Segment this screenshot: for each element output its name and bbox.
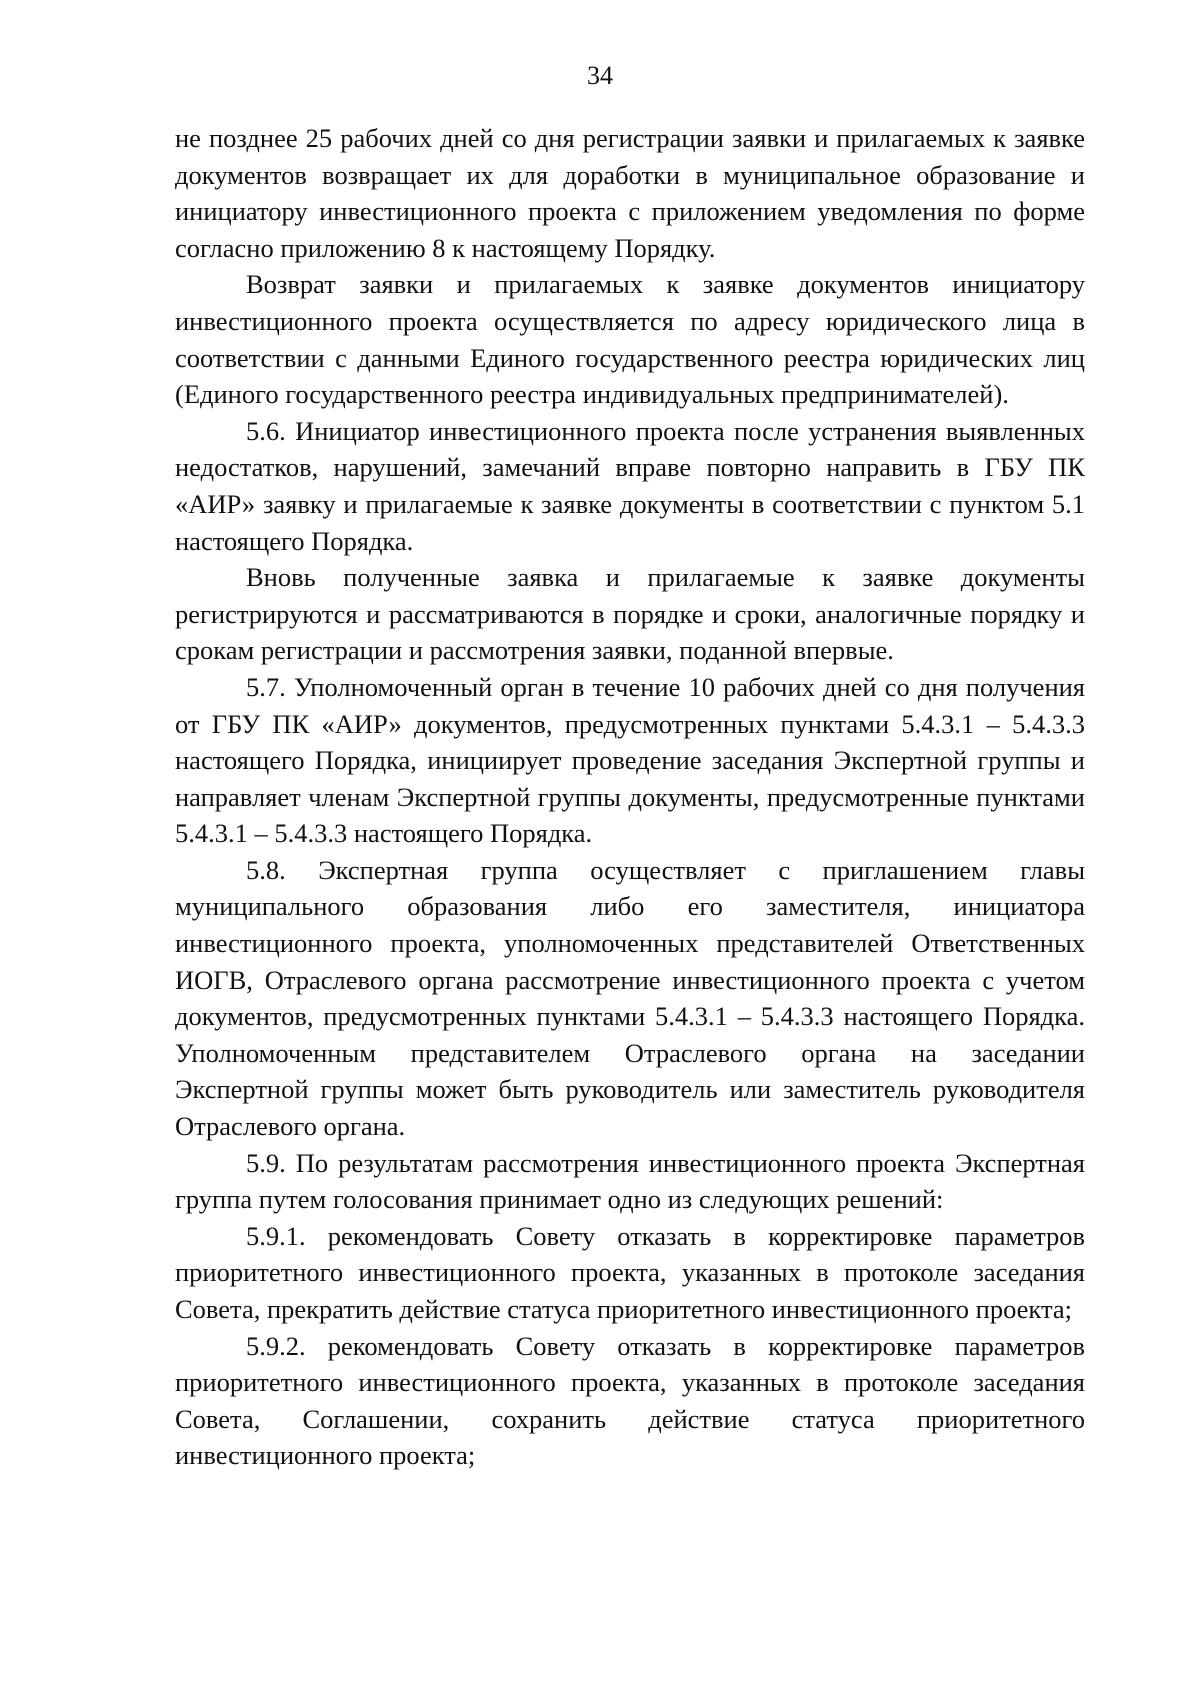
document-body	[175, 120, 1085, 1474]
paragraph-continuation: не позднее 25 рабочих дней со дня регистрации заявки и прилагаемых к заявке документов возвращает их для доработки в муниципальное образование и инициатору инвестиционного проекта с приложением уведомления по форме согласно приложению 8 к настоящему Порядку.	[175, 123, 1085, 263]
paragraph-clause-5-9-2: 5.9.2. рекомендовать Совету отказать в корректировке параметров приоритетного инвестиционного проекта, указанных в протоколе заседания Совета, Соглашении, сохранить действие статуса приоритетного инвестиционного проекта;	[175, 1330, 1085, 1471]
paragraph-clause-5-9: 5.9. По результатам рассмотрения инвестиционного проекта Экспертная группа путем голосования принимает одно из следующих решений:	[175, 1147, 1085, 1215]
paragraph-clause-5-8: 5.8. Экспертная группа осуществляет с приглашением главы муниципального образования либо его заместителя, инициатора инвестиционного проекта, уполномоченных представителей Ответственных ИОГВ, Отраслевого органа рассмотрение инвестиционного проекта с учетом документов, предусмотренных пунктами 5.4.3.1 – 5.4.3.3 настоящего Порядка. Уполномоченным представителем Отраслевого органа на заседании Экспертной группы может быть руководитель или заместитель руководителя Отраслевого органа.	[175, 854, 1085, 1142]
paragraph-resubmission: Вновь полученные заявка и прилагаемые к заявке документы регистрируются и рассматриваются в порядке и сроки, аналогичные порядку и срокам регистрации и рассмотрения заявки, поданной впервые.	[175, 562, 1085, 666]
paragraph-return-of-application: Возврат заявки и прилагаемых к заявке документов инициатору инвестиционного проекта осуществляется по адресу юридического лица в соответствии с данными Единого государственного реестра юридических лиц (Единого государственного реестра индивидуальных предпринимателей).	[175, 269, 1085, 410]
paragraph-clause-5-7: 5.7. Уполномоченный орган в течение 10 рабочих дней со дня получения от ГБУ ПК «АИР» документов, предусмотренных пунктами 5.4.3.1 – 5.4.3.3 настоящего Порядка, инициирует проведение заседания Экспертной группы и направляет членам Экспертной группы документы, предусмотренные пунктами 5.4.3.1 – 5.4.3.3 настоящего Порядка.	[175, 671, 1085, 849]
paragraph-clause-5-6: 5.6. Инициатор инвестиционного проекта после устранения выявленных недостатков, нарушений, замечаний вправе повторно направить в ГБУ ПК «АИР» заявку и прилагаемые к заявке документы в соответствии с пунктом 5.1 настоящего Порядка.	[175, 415, 1085, 556]
paragraph-clause-5-9-1: 5.9.1. рекомендовать Совету отказать в корректировке параметров приоритетного инвестиционного проекта, указанных в протоколе заседания Совета, прекратить действие статуса приоритетного инвестиционного проекта;	[175, 1220, 1085, 1324]
page-number: 34	[587, 61, 613, 90]
